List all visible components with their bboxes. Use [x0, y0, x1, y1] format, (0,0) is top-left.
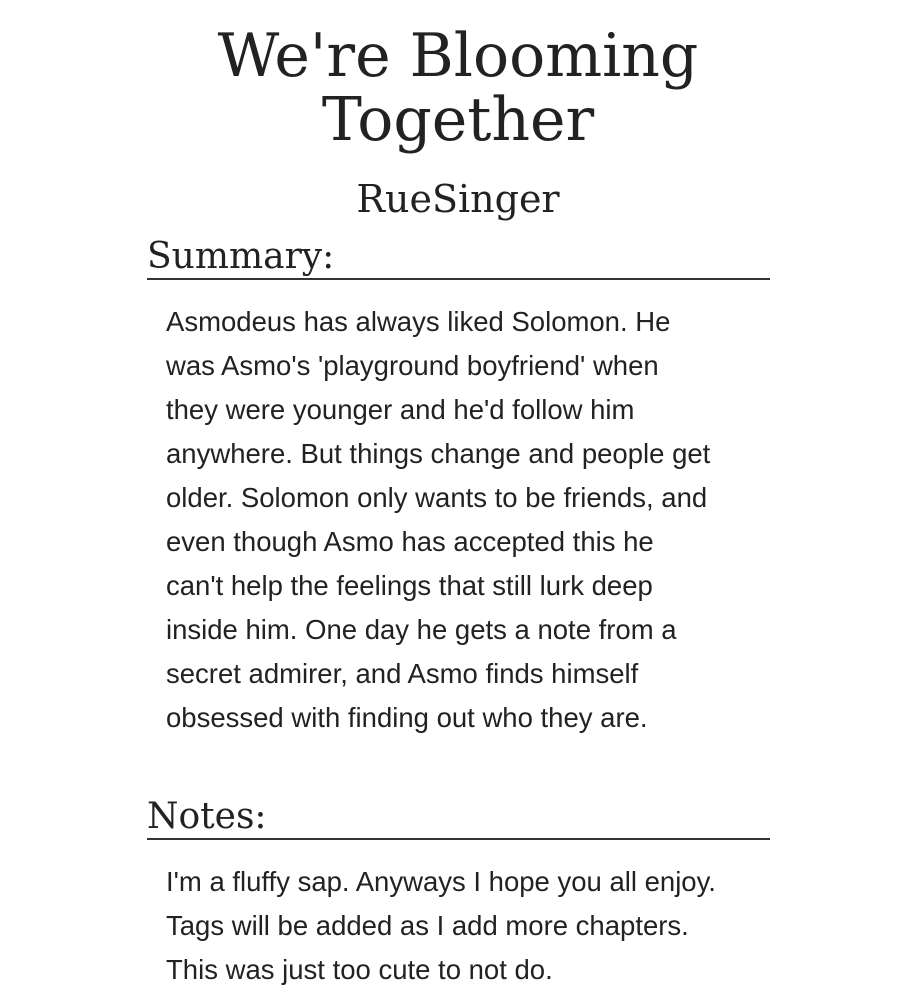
author-name[interactable]: RueSinger	[356, 177, 560, 221]
notes-heading: Notes:	[147, 796, 770, 840]
notes-text: I'm a fluffy sap. Anyways I hope you all enjoy. Tags will be added as I add more chapters. This was just too cute to not do.	[166, 866, 716, 985]
work-title: We're Blooming Together	[217, 21, 699, 155]
summary-text: Asmodeus has always liked Solomon. He was Asmo's 'playground boyfriend' when they were younger and he'd follow him anywhere. But things change and people get older. Solomon only wants to be friends, and even though Asmo has accepted this he can't help the feelings that still lurk deep inside him. One day he gets a note from a secret admirer, and Asmo finds himself obsessed with finding out who they are.	[166, 306, 711, 733]
summary-heading: Summary:	[147, 236, 770, 280]
